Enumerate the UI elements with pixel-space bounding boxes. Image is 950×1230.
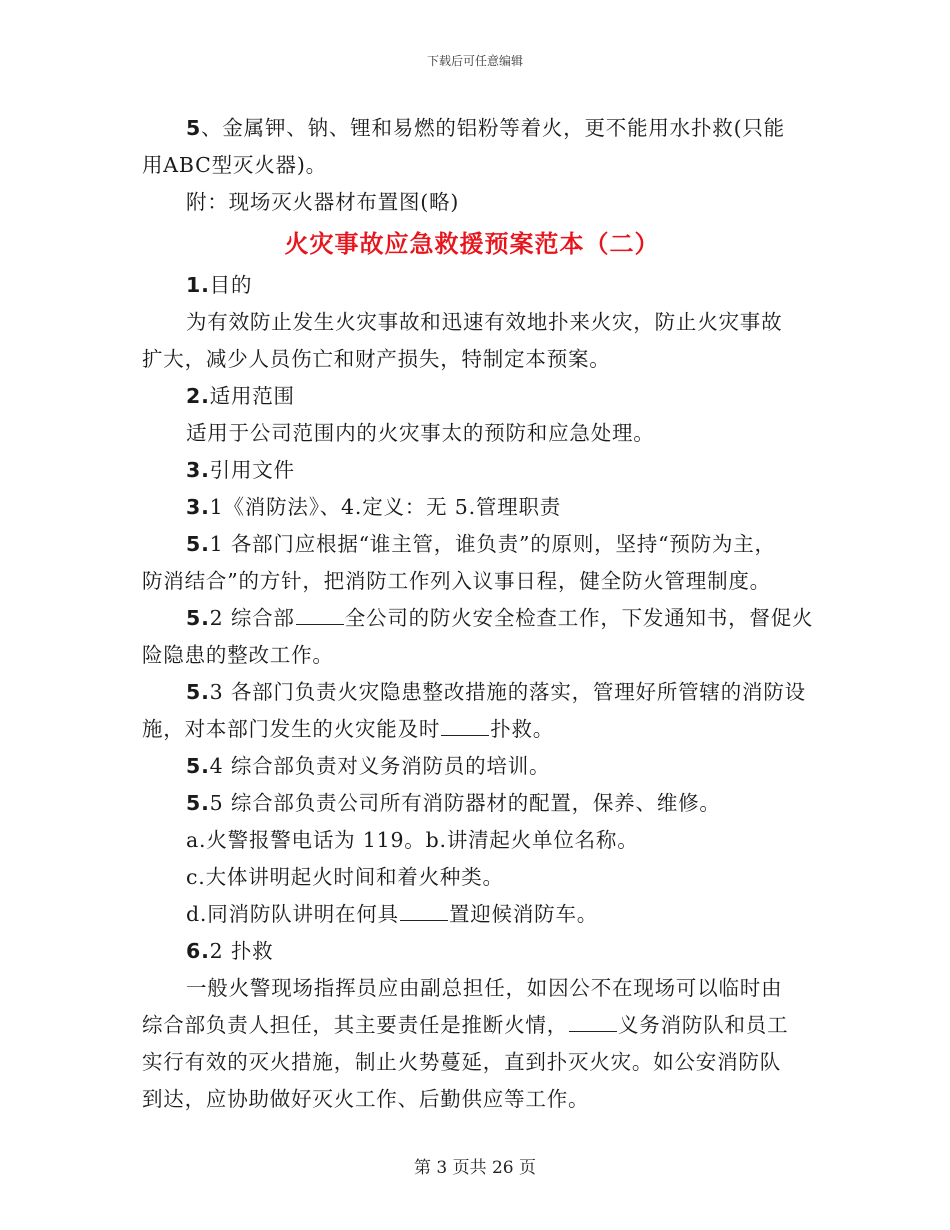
text-line: 施，对本部门发生的火灾能及时 [142,717,441,741]
text-line: a.火警报警电话为 119。b.讲清起火单位名称。 [186,828,639,852]
section-title: 火灾事故应急救援预案范本（二） [284,229,660,258]
heading-text: 适用范围 [209,384,295,408]
list-item [142,785,802,822]
list-item [142,748,802,785]
text-line: 一般火警现场指挥员应由副总担任，如因公不在现场可以临时由 [186,976,783,1000]
text-line: 适用于公司范围内的火灾事太的预防和应急处理。 [186,421,655,445]
fill-blank [400,919,448,921]
item-number: 5. [186,532,210,556]
text-line: 4 综合部负责对义务消防员的培训。 [209,754,551,778]
text-line: 扩大，减少人员伤亡和财产损失，特制定本预案。 [142,347,611,371]
text-line: 防消结合”的方针，把消防工作列入议事日程，健全防火管理制度。 [142,569,771,593]
item-number: 2. [186,384,210,408]
item-number: 5. [186,754,210,778]
text-line: 扑救。 [490,717,555,741]
text-line: 3 各部门负责火灾隐患整改措施的落实，管理好所管辖的消防设 [209,680,806,704]
text-line: 险隐患的整改工作。 [142,643,334,667]
heading-scope [142,378,802,415]
heading-references [142,452,802,489]
item-number: 5. [186,680,210,704]
heading-firefighting [142,933,802,970]
page-header: 下载后可任意编辑 [426,54,523,68]
fill-blank [441,734,489,736]
text-line: 用ABC型灭火器)。 [142,153,327,177]
text-line-with-blank [142,1007,802,1044]
item-number: 1. [186,273,210,297]
item-number: 6. [186,939,210,963]
list-item [142,526,802,563]
item-number: 5 [186,116,202,140]
text-line: 实行有效的灭火措施，制止火势蔓延，直到扑灭火灾。如公安消防队 [142,1050,781,1074]
text-line: 置迎候消防车。 [448,902,599,926]
text-line-with-blank [142,711,802,748]
document-body [142,110,814,1118]
text-line: 1《消防法》、4.定义：无 5.管理职责 [209,495,562,519]
list-item [142,489,802,526]
heading-text: 引用文件 [209,458,295,482]
text-line: d.同消防队讲明在何具 [186,902,399,926]
text-line: 附：现场灭火器材布置图(略) [186,190,460,214]
heading-text: 目的 [209,273,253,297]
heading-text: 2 扑救 [209,939,274,963]
paragraph [142,110,802,147]
item-number: 3. [186,495,210,519]
text-line: 全公司的防火安全检查工作，下发通知书，督促火 [344,606,814,630]
text-line: 义务消防队和员工 [618,1013,789,1037]
text-line: c.大体讲明起火时间和着火种类。 [186,865,504,889]
text-line: 到达，应协助做好灭火工作、后勤供应等工作。 [142,1087,590,1111]
text-line: 5 综合部负责公司所有消防器材的配置，保养、维修。 [209,791,721,815]
item-number: 5. [186,791,210,815]
text-line: 、金属钾、钠、锂和易燃的铝粉等着火，更不能用水扑救(只能 [201,116,785,140]
text-line-with-blank [142,896,802,933]
fill-blank [296,623,344,625]
text-line: 为有效防止发生火灾事故和迅速有效地扑来火灾，防止火灾事故 [186,310,783,334]
text-line: 2 综合部 [209,606,295,630]
fill-blank [569,1030,617,1032]
list-item [142,600,814,637]
list-item [142,674,806,711]
item-number: 3. [186,458,210,482]
item-number: 5. [186,606,210,630]
page-footer: 第 3 页共 26 页 [413,1158,537,1178]
text-line: 综合部负责人担任，其主要责任是推断火情， [142,1013,568,1037]
heading-purpose [142,267,802,304]
text-line: 1 各部门应根据“谁主管，谁负责”的原则，坚持“预防为主， [209,532,776,556]
